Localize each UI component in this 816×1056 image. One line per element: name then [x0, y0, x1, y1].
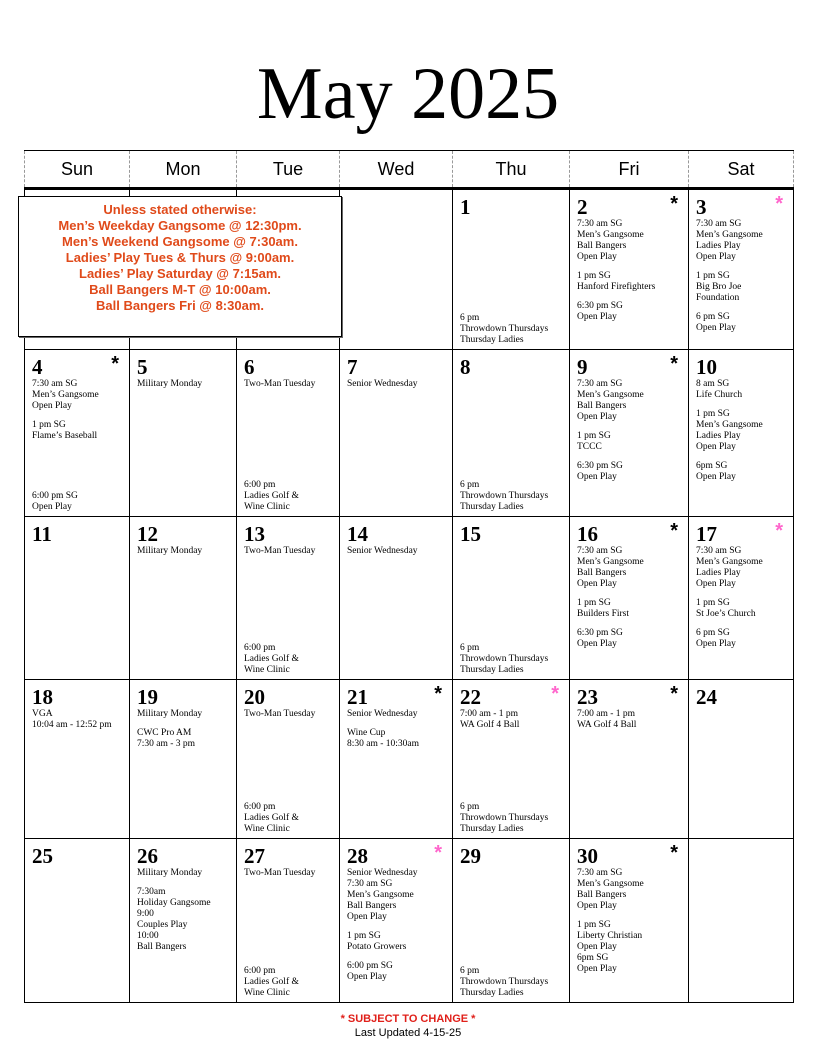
- day-number: 5: [137, 355, 148, 379]
- event-entry: VGA 10:04 am - 12:52 pm: [32, 709, 112, 730]
- event-entry: 7:30 am SG Men’s Gangsome Ladies Play Open Play: [696, 546, 763, 589]
- day-number: 2: [577, 195, 588, 219]
- day-cell-8: [452, 350, 569, 517]
- day-number: 23: [577, 685, 598, 709]
- day-cell-4: [24, 350, 129, 517]
- weekday-header-mon: Mon: [129, 151, 236, 187]
- weekday-header-fri: Fri: [569, 151, 688, 187]
- day-cell-26: [129, 839, 236, 1003]
- event-entry: 1 pm SG Builders First: [577, 598, 629, 619]
- day-cell-2: [569, 190, 688, 350]
- event-entry: 6:00 pm Ladies Golf & Wine Clinic: [244, 966, 299, 998]
- week-row: [24, 680, 794, 839]
- day-cell-6: [236, 350, 339, 517]
- event-entry: 7:30 am SG Men’s Gangsome Ladies Play Open Play: [696, 219, 763, 262]
- evening-events: [460, 313, 566, 346]
- event-entry: 6:00 pm Ladies Golf & Wine Clinic: [244, 643, 299, 675]
- notice-line: Ladies’ Play Saturday @ 7:15am.: [79, 266, 281, 281]
- event-entry: Wine Cup 8:30 am - 10:30am: [347, 728, 420, 749]
- day-number: 19: [137, 685, 158, 709]
- pink-star-marker: *: [775, 520, 783, 542]
- event-entry: 6 pm Throwdown Thursdays Thursday Ladies: [460, 802, 549, 834]
- event-entry: Two-Man Tuesday: [244, 868, 316, 878]
- event-entry: 6 pm Throwdown Thursdays Thursday Ladies: [460, 643, 549, 675]
- event-entry: Military Monday: [137, 546, 203, 556]
- evening-events: [460, 802, 566, 835]
- event-entry: 1 pm SG Potato Growers: [347, 931, 407, 952]
- black-star-marker: *: [670, 520, 678, 542]
- weekday-header-wed: Wed: [339, 151, 452, 187]
- event-entry: 6 pm SG Open Play: [696, 312, 736, 333]
- day-number: 30: [577, 844, 598, 868]
- day-number: 21: [347, 685, 368, 709]
- event-entry: Military Monday: [137, 709, 203, 719]
- event-entry: 7:00 am - 1 pm WA Golf 4 Ball: [577, 709, 637, 730]
- day-number: 12: [137, 522, 158, 546]
- evening-events: [460, 480, 566, 513]
- day-number: 4: [32, 355, 43, 379]
- day-cell-7: [339, 350, 452, 517]
- event-entry: Two-Man Tuesday: [244, 379, 316, 389]
- event-entry: Senior Wednesday: [347, 379, 418, 389]
- day-number: 17: [696, 522, 717, 546]
- notice-line: Ball Bangers M-T @ 10:00am.: [89, 282, 271, 297]
- day-cell-28: [339, 839, 452, 1003]
- day-number: 27: [244, 844, 265, 868]
- day-cell-20: [236, 680, 339, 839]
- event-entry: Two-Man Tuesday: [244, 546, 316, 556]
- calendar-title: May 2025: [256, 53, 560, 135]
- weekday-header-thu: Thu: [452, 151, 569, 187]
- event-entry: 7:30am Holiday Gangsome 9:00 Couples Play 10:00 Ball Bangers: [137, 887, 211, 952]
- event-entry: Two-Man Tuesday: [244, 709, 316, 719]
- day-cell-9: [569, 350, 688, 517]
- event-entry: 6:00 pm SG Open Play: [347, 961, 393, 982]
- weekday-header-tue: Tue: [236, 151, 339, 187]
- weekday-header-sat: Sat: [688, 151, 794, 187]
- day-number: 13: [244, 522, 265, 546]
- footer: [0, 1012, 816, 1040]
- event-entry: 7:30 am SG Men’s Gangsome Ball Bangers Open Play: [577, 219, 644, 262]
- evening-events: [460, 643, 566, 676]
- black-star-marker: *: [670, 193, 678, 215]
- event-entry: 7:30 am SG Men’s Gangsome Ball Bangers Open Play: [577, 546, 644, 589]
- empty-day-cell: [339, 190, 452, 350]
- event-entry: 7:00 am - 1 pm WA Golf 4 Ball: [460, 709, 520, 730]
- black-star-marker: *: [111, 353, 119, 375]
- week-row: [24, 839, 794, 1003]
- notice-line: Men’s Weekday Gangsome @ 12:30pm.: [58, 218, 302, 233]
- black-star-marker: *: [670, 683, 678, 705]
- event-entry: 7:30 am SG Men’s Gangsome Ball Bangers Open Play: [577, 868, 644, 911]
- empty-day-cell: [688, 839, 794, 1003]
- day-number: 20: [244, 685, 265, 709]
- day-cell-10: [688, 350, 794, 517]
- event-entry: 1 pm SG Big Bro Joe Foundation: [696, 271, 742, 303]
- weekday-header-sun: Sun: [24, 151, 129, 187]
- day-number: 1: [460, 195, 471, 219]
- black-star-marker: *: [434, 683, 442, 705]
- day-number: 8: [460, 355, 471, 379]
- notice-line: Men’s Weekend Gangsome @ 7:30am.: [62, 234, 298, 249]
- event-entry: 6 pm Throwdown Thursdays Thursday Ladies: [460, 313, 549, 345]
- day-number: 16: [577, 522, 598, 546]
- black-star-marker: *: [670, 842, 678, 864]
- day-cell-22: [452, 680, 569, 839]
- event-entry: 6pm SG Open Play: [696, 461, 736, 482]
- week-row: [24, 350, 794, 517]
- event-entry: 1 pm SG Men’s Gangsome Ladies Play Open Play: [696, 409, 763, 452]
- day-cell-30: [569, 839, 688, 1003]
- event-entry: 6 pm SG Open Play: [696, 628, 736, 649]
- default-times-notice: [18, 196, 342, 337]
- day-cell-24: [688, 680, 794, 839]
- day-cell-5: [129, 350, 236, 517]
- day-number: 10: [696, 355, 717, 379]
- event-entry: Military Monday: [137, 868, 203, 878]
- day-cell-3: [688, 190, 794, 350]
- subject-to-change-note: * SUBJECT TO CHANGE *: [340, 1013, 476, 1025]
- event-entry: 7:30 am SG Men’s Gangsome Ball Bangers Open Play: [577, 379, 644, 422]
- day-number: 28: [347, 844, 368, 868]
- day-cell-13: [236, 517, 339, 680]
- day-cell-18: [24, 680, 129, 839]
- evening-events: [244, 966, 336, 999]
- day-number: 26: [137, 844, 158, 868]
- black-star-marker: *: [670, 353, 678, 375]
- day-number: 14: [347, 522, 368, 546]
- event-entry: Senior Wednesday: [347, 546, 418, 556]
- day-number: 15: [460, 522, 481, 546]
- evening-events: [244, 802, 336, 835]
- day-cell-29: [452, 839, 569, 1003]
- event-entry: 1 pm SG Flame’s Baseball: [32, 420, 98, 441]
- day-number: 7: [347, 355, 358, 379]
- day-cell-11: [24, 517, 129, 680]
- event-entry: Military Monday: [137, 379, 203, 389]
- weekday-header-row: [24, 150, 794, 190]
- pink-star-marker: *: [434, 842, 442, 864]
- evening-events: [460, 966, 566, 999]
- day-cell-1: [452, 190, 569, 350]
- event-entry: 6:00 pm Ladies Golf & Wine Clinic: [244, 480, 299, 512]
- day-cell-23: [569, 680, 688, 839]
- event-entry: 6:30 pm SG Open Play: [577, 461, 623, 482]
- event-entry: 1 pm SG TCCC: [577, 431, 611, 452]
- event-entry: 6:30 pm SG Open Play: [577, 628, 623, 649]
- day-number: 25: [32, 844, 53, 868]
- day-cell-15: [452, 517, 569, 680]
- day-number: 3: [696, 195, 707, 219]
- day-cell-16: [569, 517, 688, 680]
- day-cell-21: [339, 680, 452, 839]
- day-number: 22: [460, 685, 481, 709]
- notice-line: Unless stated otherwise:: [103, 202, 257, 217]
- day-cell-19: [129, 680, 236, 839]
- event-entry: 6:00 pm Ladies Golf & Wine Clinic: [244, 802, 299, 834]
- event-entry: 6:30 pm SG Open Play: [577, 301, 623, 322]
- event-entry: Senior Wednesday: [347, 709, 418, 719]
- day-number: 18: [32, 685, 53, 709]
- event-entry: 1 pm SG St Joe’s Church: [696, 598, 756, 619]
- evening-events: [32, 491, 126, 513]
- day-number: 6: [244, 355, 255, 379]
- event-entry: 6 pm Throwdown Thursdays Thursday Ladies: [460, 480, 549, 512]
- pink-star-marker: *: [775, 193, 783, 215]
- event-entry: 6 pm Throwdown Thursdays Thursday Ladies: [460, 966, 549, 998]
- day-cell-17: [688, 517, 794, 680]
- notice-line: Ladies’ Play Tues & Thurs @ 9:00am.: [65, 250, 295, 265]
- day-number: 29: [460, 844, 481, 868]
- pink-star-marker: *: [551, 683, 559, 705]
- last-updated-note: Last Updated 4-15-25: [354, 1027, 462, 1039]
- day-number: 24: [696, 685, 717, 709]
- event-entry: 6:00 pm SG Open Play: [32, 491, 78, 512]
- evening-events: [244, 480, 336, 513]
- day-number: 9: [577, 355, 588, 379]
- day-cell-14: [339, 517, 452, 680]
- event-entry: 8 am SG Life Church: [696, 379, 743, 400]
- day-cell-27: [236, 839, 339, 1003]
- event-entry: 1 pm SG Hanford Firefighters: [577, 271, 656, 292]
- week-row: [24, 517, 794, 680]
- day-cell-25: [24, 839, 129, 1003]
- event-entry: CWC Pro AM 7:30 am - 3 pm: [137, 728, 196, 749]
- notice-line: Ball Bangers Fri @ 8:30am.: [95, 298, 265, 313]
- event-entry: 7:30 am SG Men’s Gangsome Open Play: [32, 379, 99, 411]
- evening-events: [244, 643, 336, 676]
- event-entry: Senior Wednesday 7:30 am SG Men’s Gangsome Ball Bangers Open Play: [347, 868, 418, 922]
- event-entry: 1 pm SG Liberty Christian Open Play 6pm SG Open Play: [577, 920, 643, 974]
- day-number: 11: [32, 522, 52, 546]
- day-cell-12: [129, 517, 236, 680]
